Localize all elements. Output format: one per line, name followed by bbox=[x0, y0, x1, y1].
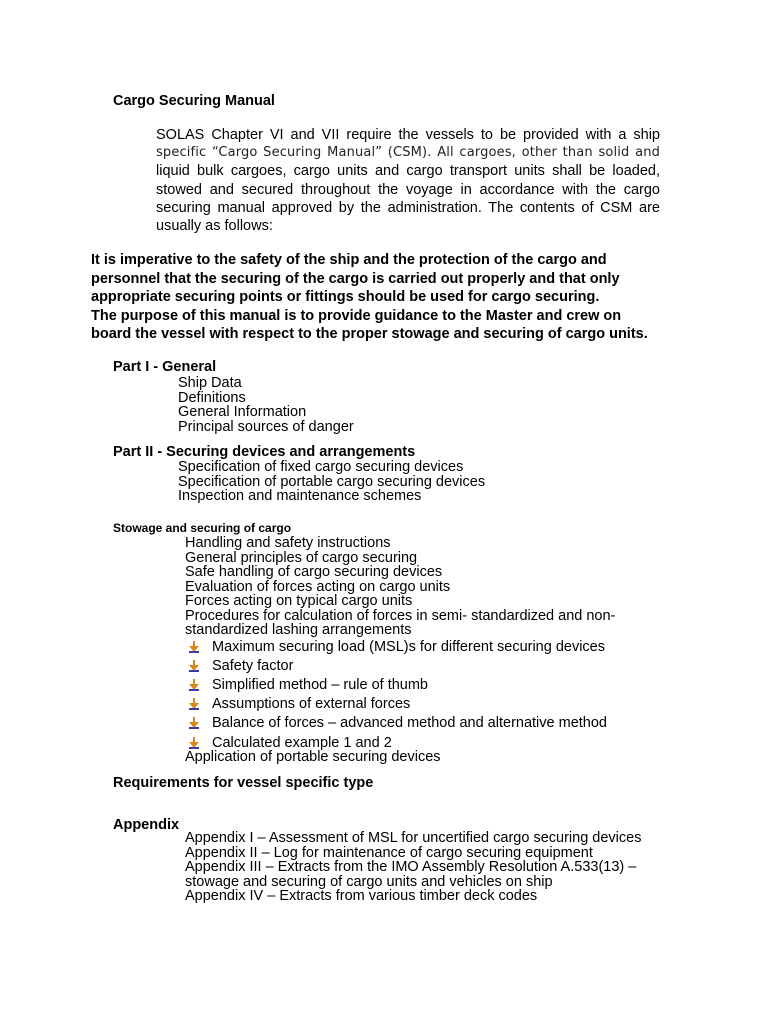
bullet-text: Simplified method – rule of thumb bbox=[212, 676, 428, 693]
list-item: Appendix I – Assessment of MSL for uncertified cargo securing devices bbox=[185, 830, 642, 846]
bullet-item bbox=[187, 637, 607, 656]
stowage-list bbox=[185, 536, 615, 638]
bullet-item bbox=[187, 675, 607, 694]
purpose-statement bbox=[91, 251, 648, 344]
bullet-arrow-icon bbox=[187, 736, 201, 750]
list-item: Procedures for calculation of forces in semi- standardized and non- bbox=[185, 607, 616, 624]
bullet-arrow-icon bbox=[187, 640, 201, 654]
stowage-after-bullets: Application of portable securing devices bbox=[185, 749, 441, 765]
bullet-text: Calculated example 1 and 2 bbox=[212, 734, 392, 751]
document-title: Cargo Securing Manual bbox=[113, 93, 275, 109]
intro-line: SOLAS Chapter VI and VII require the vessels to be provided with a ship bbox=[156, 127, 660, 143]
list-item: Safe handling of cargo securing devices bbox=[185, 564, 443, 580]
bullet-arrow-icon bbox=[187, 697, 201, 711]
list-item: Definitions bbox=[178, 389, 246, 406]
list-item: Appendix IV – Extracts from various timber deck codes bbox=[185, 888, 538, 904]
requirements-heading: Requirements for vessel specific type bbox=[113, 775, 374, 791]
bullet-text: Safety factor bbox=[212, 657, 294, 674]
list-item: standardized lashing arrangements bbox=[185, 622, 412, 638]
intro-paragraph bbox=[156, 126, 660, 235]
intro-line: securing manual approved by the administration. The contents of CSM are bbox=[156, 199, 660, 216]
part2-heading: Part II - Securing devices and arrangements bbox=[113, 444, 416, 460]
purpose-line: board the vessel with respect to the proper stowage and securing of cargo units. bbox=[91, 326, 648, 342]
purpose-line: personnel that the securing of the cargo is carried out properly and that only bbox=[91, 270, 620, 287]
list-item: Inspection and maintenance schemes bbox=[178, 488, 422, 504]
list-item: Specification of portable cargo securing devices bbox=[178, 473, 486, 490]
part1-heading: Part I - General bbox=[113, 359, 217, 375]
bullet-text: Balance of forces – advanced method and alternative method bbox=[212, 715, 607, 732]
list-item: General principles of cargo securing bbox=[185, 549, 418, 566]
bullet-text: Maximum securing load (MSL)s for different securing devices bbox=[212, 638, 606, 655]
intro-line: usually as follows: bbox=[156, 218, 273, 235]
list-item: Forces acting on typical cargo units bbox=[185, 593, 413, 609]
list-item: Appendix III – Extracts from the IMO Assembly Resolution A.533(13) – bbox=[185, 859, 637, 875]
intro-line: stowed and secured throughout the voyage in accordance with the cargo bbox=[156, 181, 660, 198]
list-item: Principal sources of danger bbox=[178, 418, 354, 435]
purpose-line: It is imperative to the safety of the ship and the protection of the cargo and bbox=[91, 252, 607, 268]
list-item: Specification of fixed cargo securing devices bbox=[178, 459, 464, 475]
list-item: Evaluation of forces acting on cargo units bbox=[185, 578, 451, 595]
bullet-item bbox=[187, 714, 607, 733]
part1-list bbox=[178, 376, 354, 434]
appendix-heading: Appendix bbox=[113, 817, 180, 833]
bullet-arrow-icon bbox=[187, 678, 201, 692]
stowage-bullet-list bbox=[187, 637, 607, 752]
list-item: Handling and safety instructions bbox=[185, 535, 391, 551]
list-item: Appendix II – Log for maintenance of cargo securing equipment bbox=[185, 844, 593, 861]
appendix-list bbox=[185, 831, 641, 904]
list-item: Ship Data bbox=[178, 375, 242, 391]
intro-line: liquid bulk cargoes, cargo units and cargo transport units shall be loaded, bbox=[156, 163, 660, 180]
bullet-arrow-icon bbox=[187, 716, 201, 730]
part2-list bbox=[178, 460, 485, 504]
bullet-item bbox=[187, 695, 607, 714]
bullet-text: Assumptions of external forces bbox=[212, 696, 411, 713]
stowage-heading: Stowage and securing of cargo bbox=[113, 521, 292, 535]
list-item: stowage and securing of cargo units and vehicles on ship bbox=[185, 873, 553, 890]
purpose-line: The purpose of this manual is to provide guidance to the Master and crew on bbox=[91, 307, 622, 324]
purpose-line: appropriate securing points or fittings should be used for cargo securing. bbox=[91, 289, 600, 305]
intro-line: specific “Cargo Securing Manual” (CSM). All cargoes, other than solid and bbox=[156, 145, 660, 161]
bullet-item bbox=[187, 656, 607, 675]
list-item: General Information bbox=[178, 404, 307, 420]
bullet-arrow-icon bbox=[187, 659, 201, 673]
